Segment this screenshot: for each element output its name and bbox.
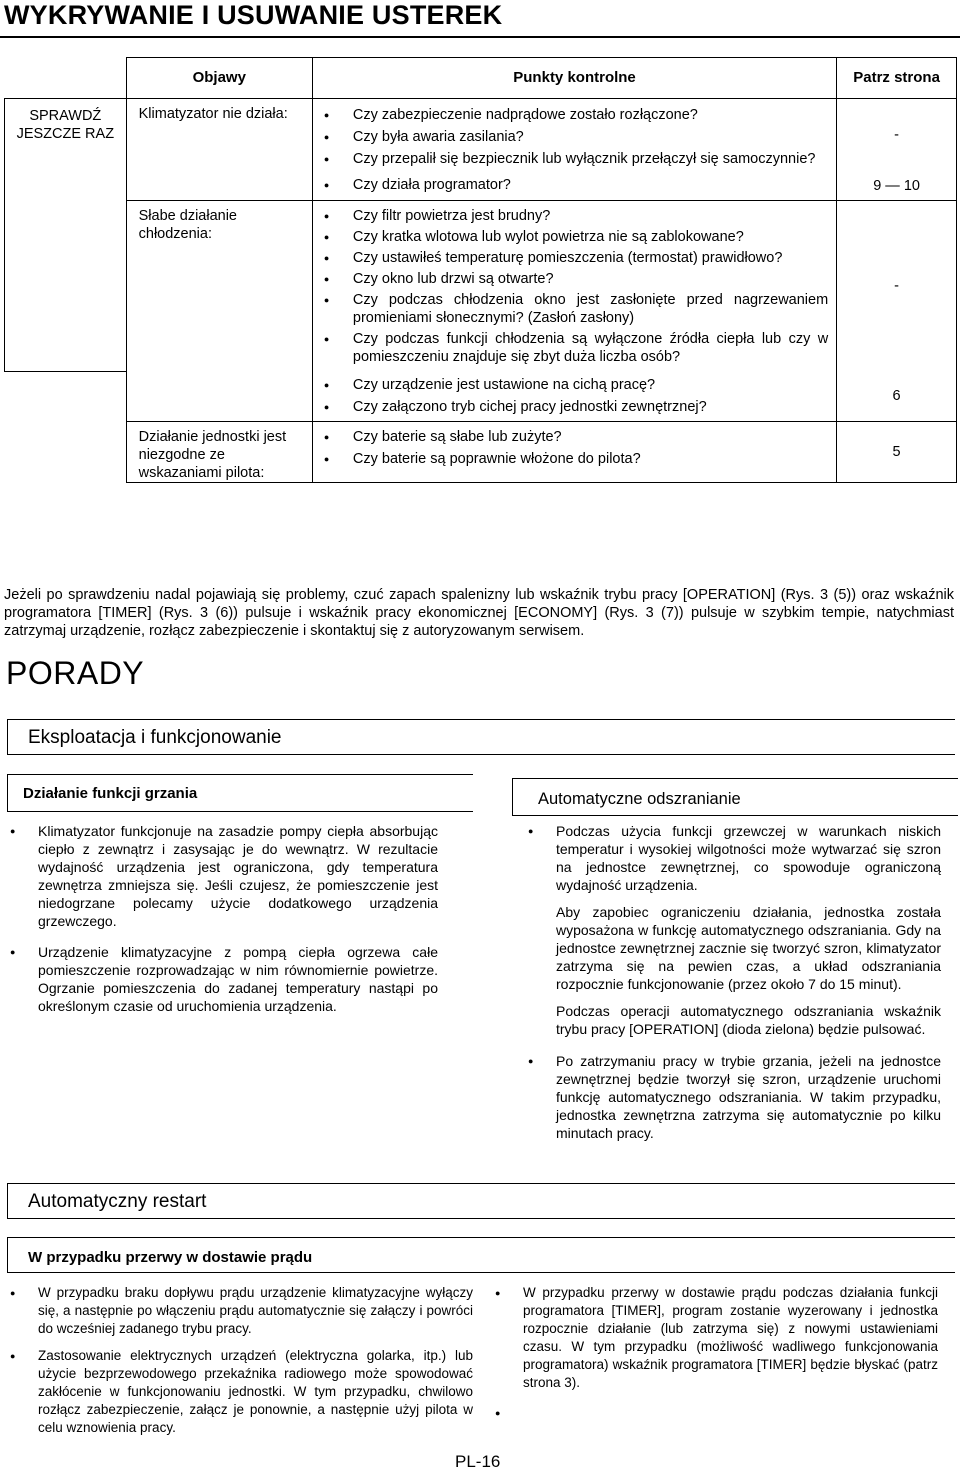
heating-column xyxy=(8,822,438,1024)
list-item: ● Czy filtr powietrza jest brudny? xyxy=(313,207,836,225)
checks-group-4 xyxy=(312,372,836,422)
list-item: ● Po zatrzymaniu pracy w trybie grzania, jeżeli na jednostce zewnętrznej będzie tworzył się szron, urządzenie uruchomi funkcję automatycznego odszraniania. W takim przypadku, jednostka zewnętrzna zatrzyma się automatycznie po kilku minutach pracy. xyxy=(526,1052,941,1142)
troubleshooting-table xyxy=(4,57,957,483)
section-header-restart xyxy=(7,1183,955,1219)
page-ref: - xyxy=(837,98,957,172)
checks-group-2 xyxy=(312,172,836,201)
page-ref: 5 xyxy=(837,421,957,482)
symptom-blank xyxy=(126,372,312,422)
list-item: ● Czy okno lub drzwi są otwarte? xyxy=(313,270,836,288)
checks-group-3 xyxy=(312,200,836,372)
section-header-restart-label: Automatyczny restart xyxy=(28,1191,207,1212)
list-item: ● Czy urządzenie jest ustawione na cichą pracę? xyxy=(313,376,836,394)
list-item: ● Czy baterie są poprawnie włożone do pilota? xyxy=(313,450,836,468)
list-item: ● W przypadku przerwy w dostawie prądu podczas działania funkcji programatora [TIMER], program zostanie wyzerowany i jednostka rozpocznie działanie (lub zatrzyma się) z nowymi ustawieniami czasu. W tym przypadku (możliwość wadliwego funkcjonowania programatora) wskaźnik programatora [TIMER] będzie błyskać (patrz strona 3). xyxy=(493,1284,938,1392)
subheader-defrost-label: Automatyczne odszranianie xyxy=(538,790,741,808)
subheader-heating-label: Działanie funkcji grzania xyxy=(23,785,198,802)
table-header-empty xyxy=(5,58,127,99)
list-item: ● Urządzenie klimatyzacyjne z pompą ciepła ogrzewa całe pomieszczenie rozprowadzając w nim równomiernie powietrze. Ogrzanie pomieszczenia do zadanej temperatury nastąpi po określonym czasie od uruchomienia urządzenia. xyxy=(8,943,438,1015)
table-header-page: Patrz strona xyxy=(837,58,957,99)
page-ref: 6 xyxy=(837,372,957,422)
list-item: ● Klimatyzator funkcjonuje na zasadzie pompy ciepła absorbując ciepło z zewnątrz i zasysając je do wewnątrz. W rezultacie wydajność urządzenia jest ograniczona, gdy temperatura zewnętrza zmniejsza się. Jeśli czujesz, że pomieszczenie jest niedogrzane polecamy użycie dodatkowego urządzenia grzewczego. xyxy=(8,822,438,930)
defrost-column xyxy=(526,822,941,1151)
subheader-defrost xyxy=(512,778,958,816)
list-item: ● Czy zabezpieczenie nadprądowe zostało rozłączone? xyxy=(313,106,836,124)
list-item: ● Czy kratka wlotowa lub wylot powietrza nie są zablokowane? xyxy=(313,228,836,246)
subheader-power-outage-label: W przypadku przerwy w dostawie prądu xyxy=(28,1249,313,1266)
row-label: SPRAWDŹ JESZCZE RAZ xyxy=(5,98,127,372)
section-title-porady: PORADY xyxy=(6,655,145,691)
table-header-checkpoints: Punkty kontrolne xyxy=(312,58,836,99)
row-label-blank xyxy=(5,372,127,483)
table-header-symptoms: Objawy xyxy=(126,58,312,99)
list-item: ● Czy podczas funkcji chłodzenia są wyłączone źródła ciepła lub czy w pomieszczeniu znajduje się zbyt duża liczba osób? xyxy=(313,330,836,366)
list-item: ● Czy podczas chłodzenia okno jest zasłonięte przed nagrzewaniem promieniami słonecznymi? (Zasłoń zasłony) xyxy=(313,291,836,327)
checks-group-1 xyxy=(312,98,836,172)
symptom-not-working: Klimatyzator nie działa: xyxy=(126,98,312,200)
page-title: WYKRYWANIE I USUWANIE USTEREK xyxy=(4,0,503,30)
checks-group-5 xyxy=(312,421,836,482)
list-item: ● W przypadku braku dopływu prądu urządzenie klimatyzacyjne wyłączy się, a następnie po włączeniu prądu automatycznie się załączy i powróci do wcześniej zadanego trybu pracy. xyxy=(8,1284,473,1338)
warning-paragraph: Jeżeli po sprawdzeniu nadal pojawiają się problemy, czuć zapach spalenizny lub wskaźnik trybu pracy [OPERATION] (Rys. 3 (5)) oraz wskaźnik programatora [TIMER] (Rys. 3 (6)) pulsuje i wskaźnik pracy ekonomicznej [ECONOMY] (Rys. 3 (7)) pulsuje w szybkim tempie, natychmiast zatrzymaj urządzenie, rozłącz zabezpieczenie i skontaktuj się z autoryzowanym serwisem. xyxy=(4,587,954,639)
list-item-empty xyxy=(493,1404,938,1422)
page-number: PL-16 xyxy=(455,1452,501,1471)
list-item: ● Czy załączono tryb cichej pracy jednostki zewnętrznej? xyxy=(313,398,836,416)
symptom-remote-mismatch: Działanie jednostki jest niezgodne ze wskazaniami pilota: xyxy=(126,421,312,482)
title-divider xyxy=(0,36,960,38)
restart-right-column xyxy=(493,1284,938,1431)
defrost-paragraph-1: Aby zapobiec ograniczeniu działania, jednostka została wyposażona w funkcję automatycznego odszraniania. Gdy na jednostce zewnętrznej zacznie się tworzyć szron, klimatyzator zatrzyma się na pewien czas, a układ odszraniania rozpocznie funkcjonowanie (przez około 7 do 15 minut). xyxy=(556,904,941,992)
list-item: ● Czy przepalił się bezpiecznik lub wyłącznik przełączył się samoczynnie? xyxy=(313,150,836,168)
list-item: ● Zastosowanie elektrycznych urządzeń (elektryczna golarka, itp.) lub użycie bezprzewodowego przekaźnika radiowego może spowodować zakłócenie w funkcjonowaniu jednostki. W tym przypadku, chwilowo rozłącz zabezpieczenie, załącz je ponownie, a następnie użyj pilota w celu wznowienia pracy. xyxy=(8,1347,473,1437)
page-ref: 9 — 10 xyxy=(837,172,957,201)
section-header-operation xyxy=(7,719,955,755)
list-item: ● Czy ustawiłeś temperaturę pomieszczenia (termostat) prawidłowo? xyxy=(313,249,836,267)
list-item: ● Czy działa programator? xyxy=(313,176,836,194)
list-item: ● Czy baterie są słabe lub zużyte? xyxy=(313,428,836,446)
section-header-operation-label: Eksploatacja i funkcjonowanie xyxy=(28,727,282,748)
restart-left-column xyxy=(8,1284,473,1446)
list-item: ● Podczas użycia funkcji grzewczej w warunkach niskich temperatur i wysokiej wilgotności może wytwarzać się szron na jednostce zewnętrznej, co spowoduje ograniczoną wydajność urządzenia. xyxy=(526,822,941,894)
defrost-paragraph-2: Podczas operacji automatycznego odszraniania wskaźnik trybu pracy [OPERATION] (dioda zielona) będzie pulsować. xyxy=(556,1003,941,1037)
subheader-heating xyxy=(7,774,473,812)
subheader-power-outage xyxy=(7,1237,955,1273)
page-ref: - xyxy=(837,200,957,372)
list-item: ● Czy była awaria zasilania? xyxy=(313,128,836,146)
symptom-weak-cooling: Słabe działanie chłodzenia: xyxy=(126,200,312,372)
